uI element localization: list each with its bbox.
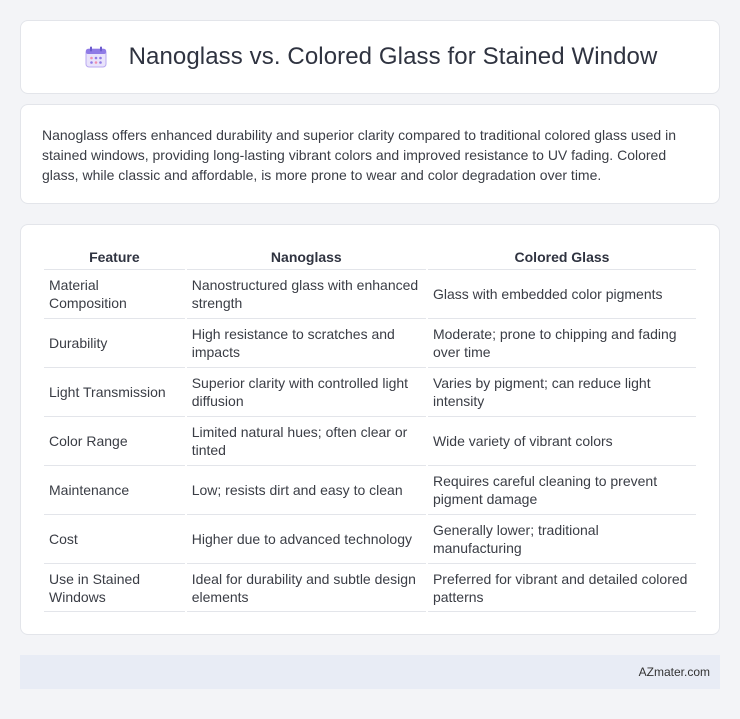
table-row <box>44 416 696 465</box>
table-row <box>44 269 696 318</box>
colored-glass-cell: Glass with embedded color pigments <box>428 269 696 318</box>
nanoglass-cell: Nanostructured glass with enhanced strength <box>187 269 426 318</box>
nanoglass-cell: High resistance to scratches and impacts <box>187 318 426 367</box>
feature-cell: Light Transmission <box>44 367 185 416</box>
table-row <box>44 465 696 514</box>
colored-glass-cell: Requires careful cleaning to prevent pigment damage <box>428 465 696 514</box>
feature-cell: Maintenance <box>44 465 185 514</box>
colored-glass-cell: Varies by pigment; can reduce light intensity <box>428 367 696 416</box>
table-row <box>44 367 696 416</box>
table-row <box>44 318 696 367</box>
table-header-row <box>44 247 696 269</box>
footer <box>20 655 720 689</box>
feature-cell: Material Composition <box>44 269 185 318</box>
header-colored-glass: Colored Glass <box>514 249 610 265</box>
nanoglass-cell: Higher due to advanced technology <box>187 514 426 563</box>
feature-cell: Durability <box>44 318 185 367</box>
comparison-table <box>42 247 698 612</box>
nanoglass-cell: Low; resists dirt and easy to clean <box>187 465 426 514</box>
nanoglass-cell: Ideal for durability and subtle design elements <box>187 563 426 612</box>
header-nanoglass: Nanoglass <box>270 249 342 265</box>
summary-card <box>20 104 720 204</box>
summary-text: Nanoglass offers enhanced durability and superior clarity compared to traditional colored glass used in stained windows, providing long-lasting vibrant colors and improved resistance to UV fading. Colored glass, while classic and affordable, is more prone to wear and color degradation over time. <box>42 127 676 183</box>
page-title: Nanoglass vs. Colored Glass for Stained Window <box>128 43 658 70</box>
colored-glass-cell: Wide variety of vibrant colors <box>428 416 696 465</box>
nanoglass-cell: Superior clarity with controlled light diffusion <box>187 367 426 416</box>
table-row <box>44 514 696 563</box>
table-row <box>44 563 696 612</box>
comparison-table-card <box>20 224 720 635</box>
feature-cell: Color Range <box>44 416 185 465</box>
colored-glass-cell: Generally lower; traditional manufacturing <box>428 514 696 563</box>
feature-cell: Cost <box>44 514 185 563</box>
colored-glass-cell: Moderate; prone to chipping and fading over time <box>428 318 696 367</box>
footer-brand: AZmater.com <box>638 665 710 679</box>
title-card <box>20 20 720 94</box>
feature-cell: Use in Stained Windows <box>44 563 185 612</box>
header-feature: Feature <box>89 249 140 265</box>
calendar-icon <box>83 44 109 70</box>
nanoglass-cell: Limited natural hues; often clear or tinted <box>187 416 426 465</box>
colored-glass-cell: Preferred for vibrant and detailed colored patterns <box>428 563 696 612</box>
